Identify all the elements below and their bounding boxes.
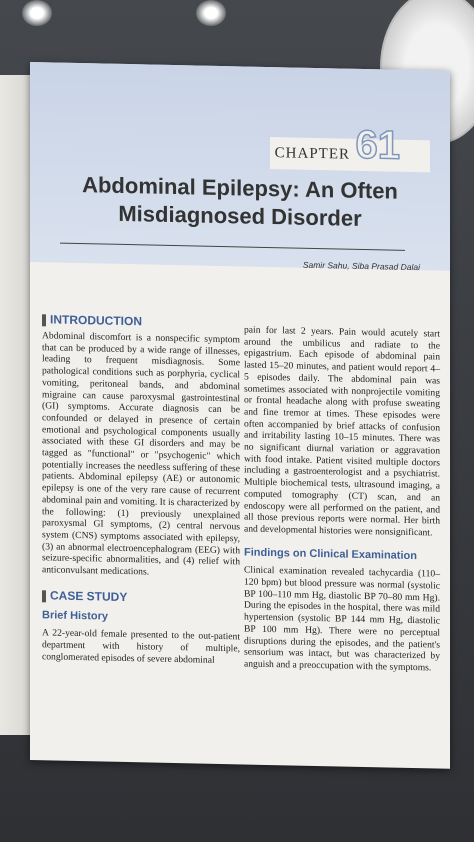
chapter-number: 61 <box>355 122 400 168</box>
ceiling-light <box>196 0 226 26</box>
introduction-heading-text: INTRODUCTION <box>50 312 142 329</box>
right-column <box>244 324 440 674</box>
introduction-heading <box>42 314 240 330</box>
history-continued-text: pain for last 2 years. Pain would acutely start around the umbilicus and radiate to the epigastrium. Each episode of abdominal pain lasted 15–20 minutes, and patient would report 4–5 episodes daily. The abdominal pain was sometimes associated with nonprojectile vomiting or frontal headache along with profuse sweating and fine tremor at times. These episodes were often accompanied by brief attacks of confusion and irritability lasting 10–15 minutes. There was no significant diurnal variation or aggravation with food intake. Patient visited multiple doctors including a gastroenterologist and a psychiatrist. Multiple biochemical tests, ultrasound imaging, a computed tomography (CT) scan, and an endoscopy were all performed on the patient, and all those previous reports were normal. Her birth and developmental histories were nonsignificant. <box>244 324 440 539</box>
findings-text: Clinical examination revealed tachycardia (110–120 bpm) but blood pressure was normal (systolic BP 100–110 mm Hg, diastolic BP 70–80 mm Hg). During the episodes in the hospital, there was mild hypertension (systolic BP 144 mm Hg, diastolic BP 100 mm Hg). There were no perceptual disruptions during the episodes, and the patient's sensorium was intact, but was characterized by anguish and a preoccupation with the symptoms. <box>244 564 440 674</box>
heading-marker <box>42 314 46 326</box>
ceiling-light <box>22 0 52 26</box>
book-page <box>30 62 450 769</box>
chapter-title <box>70 171 410 234</box>
heading-marker <box>42 590 46 602</box>
title-line-1: Abdominal Epilepsy: An Often <box>82 172 398 204</box>
introduction-text: Abdominal discomfort is a nonspecific symptom that can be produced by a wide range of illnesses, leading to frequent misdiagnosis. Some pathological conditions such as porphyria, cyclical vomiting, peritoneal bands, and abdominal migraine can cause paroxysmal gastrointestinal (GI) symptoms. Accurate diagnosis can be confounded or delayed in presence of certain emotional and psychological components usually associated with these GI disorders and may be tagged as "functional" or "psychogenic" which potentially increases the needless suffering of these patients. Abdominal epilepsy (AE) or autonomic epilepsy is one of the very rare cause of recurrent abdominal pain and vomiting. It is characterized by the following: (1) previously unexplained paroxysmal GI symptoms, (2) central nervous system (CNS) symptoms associated with epilepsy, (3) an abnormal electroencephalogram (EEG) with seizure-specific abnormalities, and (4) relief with anticonvulsant medications. <box>42 330 240 578</box>
case-study-heading <box>42 590 240 606</box>
left-column <box>42 314 240 667</box>
title-line-2: Misdiagnosed Disorder <box>118 200 362 231</box>
brief-history-heading: Brief History <box>42 609 109 623</box>
findings-heading: Findings on Clinical Examination <box>244 546 417 562</box>
brief-history-text: A 22-year-old female presented to the out-patient department with history of multiple, conglomerated episodes of severe abdominal <box>42 627 240 666</box>
chapter-label: CHAPTER <box>274 145 350 163</box>
case-study-heading-text: CASE STUDY <box>50 588 128 604</box>
authors: Samir Sahu, Siba Prasad Dalai <box>302 259 420 273</box>
